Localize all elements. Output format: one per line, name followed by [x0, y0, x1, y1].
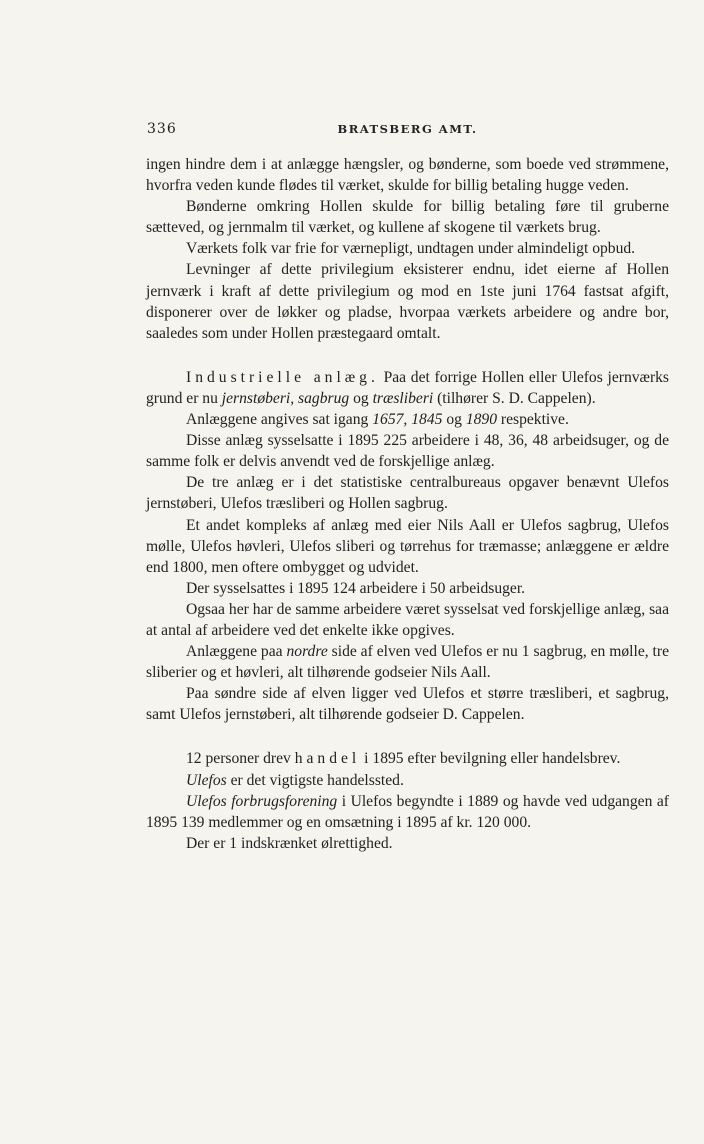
paragraph: Der er 1 indskrænket ølrettighed. — [186, 834, 393, 852]
paragraph: Ogsaa her har de samme arbeidere været sysselsat ved forskjellige anlæg, saa at antal af arbeidere ved det enkelte ikke opgives. — [146, 600, 669, 639]
text-run: Paa det forrige Hollen eller Ulefos jernværks grund er nu — [146, 368, 670, 407]
section-gap — [146, 344, 669, 367]
paragraph-forbrugsforening — [146, 791, 669, 833]
text-run: og — [442, 411, 466, 429]
emphasis: Ulefos — [186, 771, 227, 789]
text-run: Anlæggene angives sat igang — [186, 411, 373, 429]
paragraph: Disse anlæg sysselsatte i 1895 225 arbeidere i 48, 36, 48 arbeidsuger, og de samme folk er delvis anvendt ved de forskjellige anlæg. — [146, 432, 669, 471]
paragraph: Paa søndre side af elven ligger ved Ulefos et større træsliberi, et sagbrug, samt Ulefos jernstøberi, alt tilhørende godseier D. Cappelen. — [146, 685, 669, 724]
spaced-word-handel: handel — [294, 750, 361, 768]
paragraph-years — [146, 409, 669, 430]
text-run: (tilhører S. D. Cappelen). — [433, 389, 596, 407]
page-header — [147, 121, 668, 141]
paragraph-ulefos — [146, 770, 669, 791]
running-head: BRATSBERG AMT. — [337, 122, 478, 136]
text-run: og — [349, 389, 373, 407]
emphasis-year: 1845 — [411, 411, 443, 429]
text-run: er det vigtigste handelssted. — [226, 771, 404, 789]
text-run: i Ulefos begyndte i 1889 og havde ved udgangen af 1895 139 medlemmer og en omsætning i 1895 af kr. 120 000. — [146, 792, 669, 831]
emphasis-year: 1890 — [465, 411, 497, 429]
emphasis: nordre — [286, 643, 328, 661]
emphasis: træsliberi — [372, 389, 434, 407]
text-run: i 1895 efter bevilgning eller handelsbrev. — [360, 750, 621, 768]
text-run: 12 personer drev — [186, 750, 295, 768]
paragraph: Levninger af dette privilegium eksisterer endnu, idet eierne af Hollen jernværk i kraft af dette privilegium og mod en 1ste juni 1764 fastsat afgift, disponerer over de løkker og pladse, hvorpaa værkets arbeidere og andre bor, saaledes som under Hollen præstegaard omtalt. — [146, 261, 669, 342]
paragraph: De tre anlæg er i det statistiske centralbureaus opgaver benævnt Ulefos jernstøberi, Ulefos træsliberi og Hollen sagbrug. — [146, 474, 669, 513]
paragraph-handel — [146, 748, 669, 769]
emphasis-year: 1657, — [372, 411, 408, 429]
paragraph-industrial — [146, 367, 669, 409]
text-run: Anlæggene paa — [186, 643, 287, 661]
text-run: side af elven ved Ulefos er nu 1 sagbrug, en mølle, tre sliberier og et høvleri, alt tilhørende godseier Nils Aall. — [146, 643, 669, 682]
paragraph: Der sysselsattes i 1895 124 arbeidere i 50 arbeidsuger. — [186, 579, 526, 597]
page-number: 336 — [147, 121, 177, 137]
section-heading-industrial: Industrielle anlæg. — [186, 368, 379, 386]
paragraph: Bønderne omkring Hollen skulde for billig betaling føre til gruberne sætteved, og jernmalm til værket, og kullene af skogene til værkets brug. — [146, 198, 669, 237]
emphasis: jernstøberi, — [221, 389, 295, 407]
section-gap — [146, 725, 669, 748]
emphasis: Ulefos forbrugsforening — [186, 792, 338, 810]
paragraph: ingen hindre dem i at anlægge hængsler, og bønderne, som boede ved strømmene, hvorfra veden kunde flødes til værket, skulde for billig betaling hugge veden. — [146, 156, 669, 195]
paragraph: Værkets folk var frie for værnepligt, undtagen under almindeligt opbud. — [186, 240, 636, 258]
body-text — [146, 154, 669, 854]
text-run: respektive. — [497, 411, 569, 429]
emphasis: sagbrug — [298, 389, 350, 407]
paragraph-nordre — [146, 641, 669, 683]
paragraph: Et andet kompleks af anlæg med eier Nils Aall er Ulefos sagbrug, Ulefos mølle, Ulefos høvleri, Ulefos sliberi og tørrehus for træmasse; anlæggene er ældre end 1800, men oftere ombygget og udvidet. — [146, 516, 669, 576]
